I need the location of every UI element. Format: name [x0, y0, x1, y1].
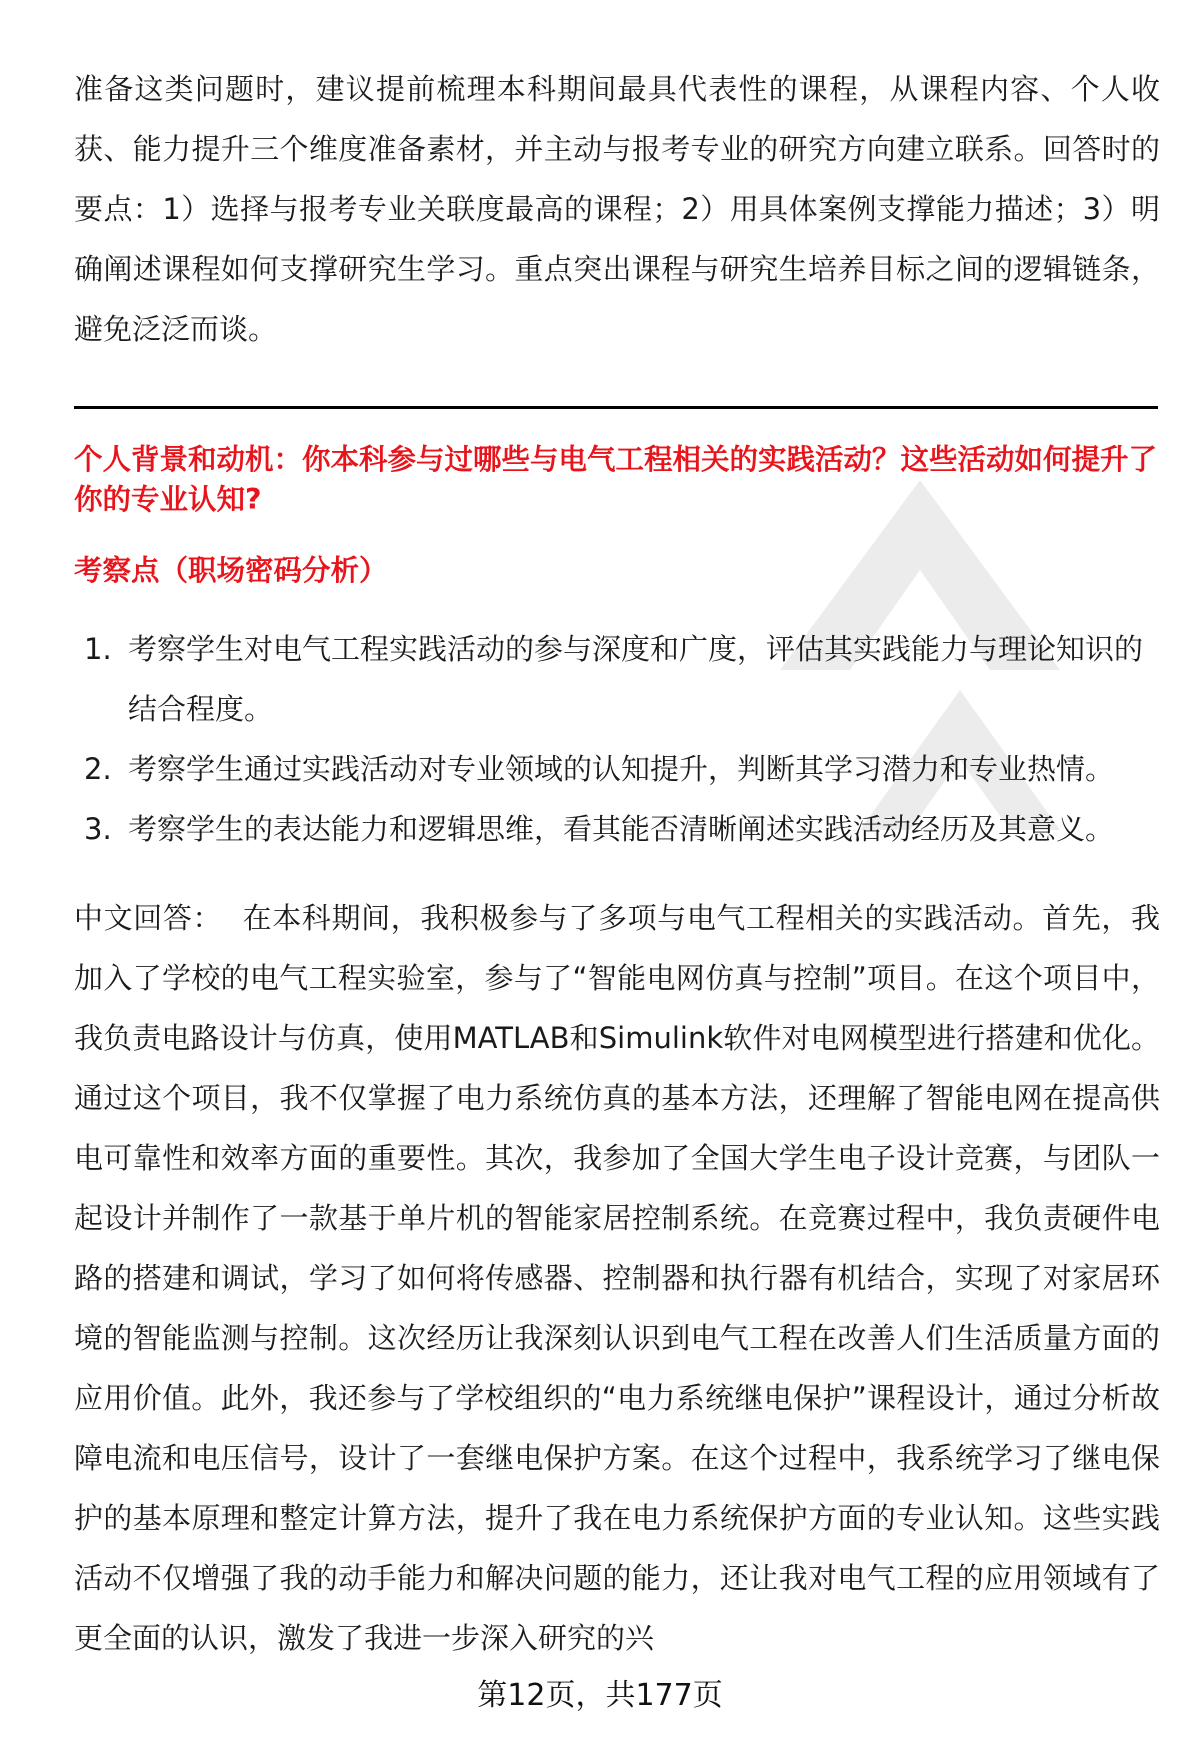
- question-heading: 个人背景和动机：你本科参与过哪些与电气工程相关的实践活动？这些活动如何提升了你的专业认知?: [74, 443, 1158, 516]
- list-number: 2.: [84, 752, 112, 786]
- answer-text: 在本科期间，我积极参与了多项与电气工程相关的实践活动。首先，我加入了学校的电气工程实验室，参与了“智能电网仿真与控制”项目。在这个项目中，我负责电路设计与仿真，使用MATLAB和Simulink软件对电网模型进行搭建和优化。通过这个项目，我不仅掌握了电力系统仿真的基本方法，还理解了智能电网在提高供电可靠性和效率方面的重要性。其次，我参加了全国大学生电子设计竞赛，与团队一起设计并制作了一款基于单片机的智能家居控制系统。在竞赛过程中，我负责硬件电路的搭建和调试，学习了如何将传感器、控制器和执行器有机结合，实现了对家居环境的智能监测与控制。这次经历让我深刻认识到电气工程在改善人们生活质量方面的应用价值。此外，我还参与了学校组织的“电力系统继电保护”课程设计，通过分析故障电流和电压信号，设计了一套继电保护方案。在这个过程中，我系统学习了继电保护的基本原理和整定计算方法，提升了我在电力系统保护方面的专业认知。这些实践活动不仅增强了我的动手能力和解决问题的能力，还让我对电气工程的应用领域有了更全面的认识，激发了我进一步深入研究的兴: [74, 901, 1160, 1655]
- list-text: 考察学生的表达能力和逻辑思维，看其能否清晰阐述实践活动经历及其意义。: [128, 812, 1115, 846]
- intro-paragraph: 准备这类问题时，建议提前梳理本科期间最具代表性的课程，从课程内容、个人收获、能力提升三个维度准备素材，并主动与报考专业的研究方向建立联系。回答时的要点：1）选择与报考专业关联度最高的课程；2）用具体案例支撑能力描述；3）明确阐述课程如何支撑研究生学习。重点突出课程与研究生培养目标之间的逻辑链条，避免泛泛而谈。: [74, 72, 1160, 346]
- answer-paragraph: [74, 888, 1160, 1668]
- section-divider: [74, 406, 1158, 409]
- list-item: [74, 619, 1160, 739]
- assessment-heading: 考察点（职场密码分析）: [74, 554, 388, 587]
- page-number: 第12页，共177页: [477, 1678, 723, 1713]
- list-text: 考察学生通过实践活动对专业领域的认知提升，判断其学习潜力和专业热情。: [128, 752, 1115, 786]
- list-item: [74, 739, 1160, 799]
- list-number: 3.: [84, 812, 112, 846]
- list-text: 考察学生对电气工程实践活动的参与深度和广度，评估其实践能力与理论知识的结合程度。: [128, 632, 1144, 726]
- list-number: 1.: [84, 632, 112, 666]
- assessment-list: [74, 619, 1160, 859]
- list-item: [74, 799, 1160, 859]
- answer-label: 中文回答：: [74, 901, 223, 935]
